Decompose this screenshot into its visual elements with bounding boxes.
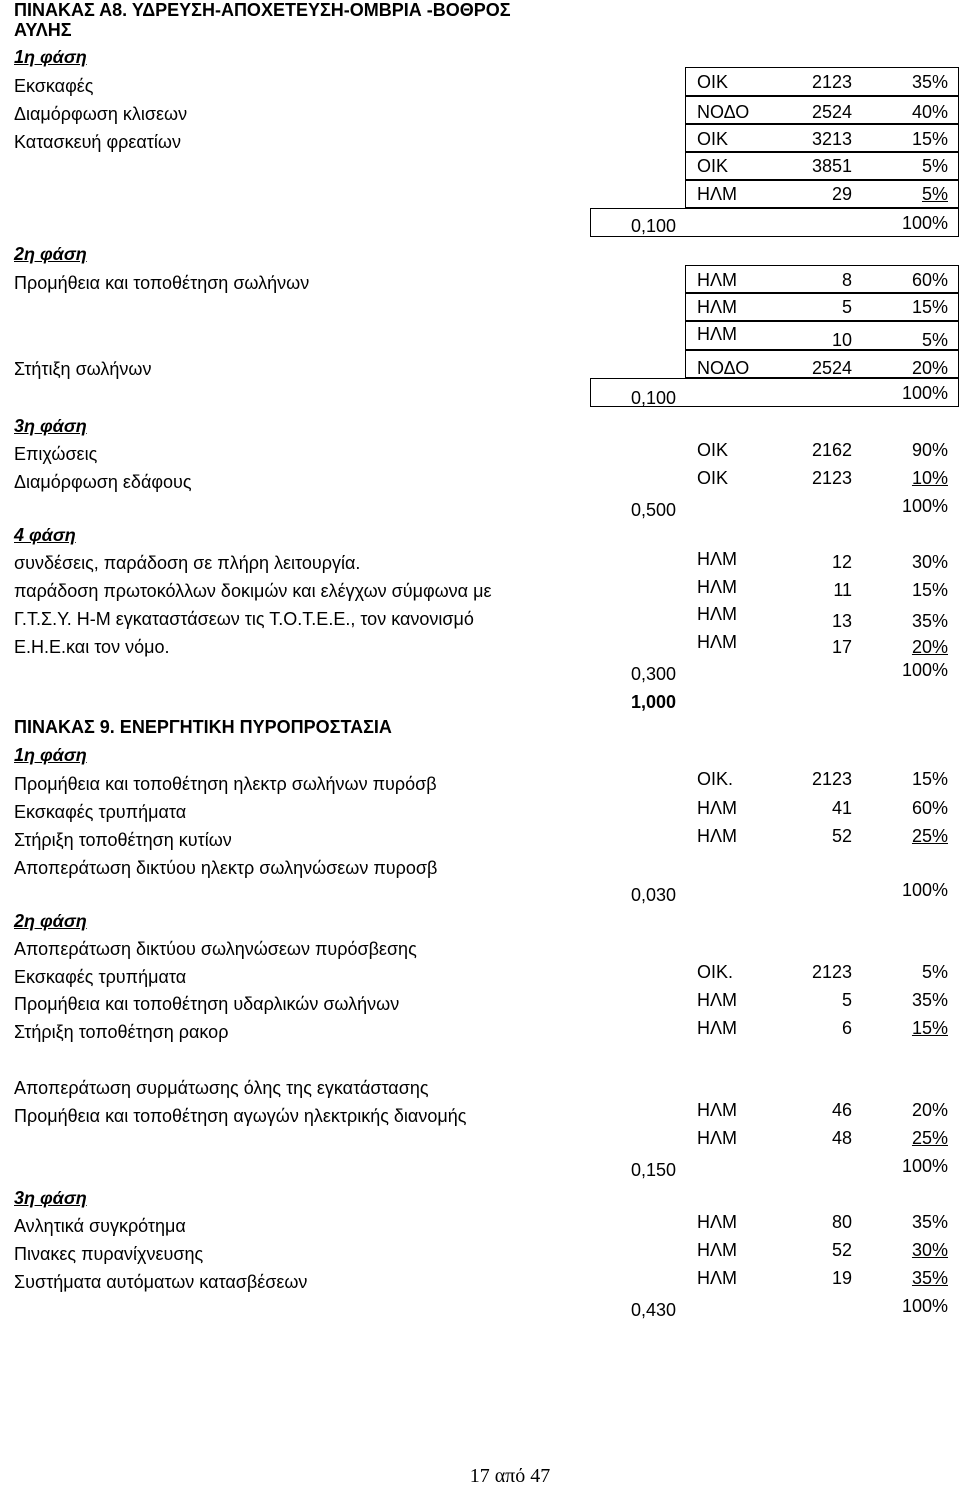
code-number: 2123: [811, 769, 852, 789]
code-number: 8: [841, 270, 852, 290]
work-item: Εκσκαφές τρυπήματα: [14, 802, 187, 822]
code-number: 11: [833, 580, 852, 600]
phase-total: 100%: [901, 383, 948, 403]
phase-heading: 1η φάση: [14, 745, 87, 765]
phase-total: 100%: [901, 213, 948, 233]
work-item: Γ.Τ.Σ.Υ. Η-Μ εγκαταστάσεων τις Τ.Ο.Τ.Ε.Ε., τον κανονισμό: [14, 609, 474, 629]
percentage: 5%: [921, 156, 948, 176]
phase-weight: 0,430: [630, 1300, 676, 1320]
work-item: Συστήματα αυτόματων κατασβέσεων: [14, 1272, 308, 1292]
percentage: 35%: [911, 611, 948, 631]
percentage: 20%: [911, 1100, 948, 1120]
code-number: 52: [831, 826, 852, 846]
grand-total: 1,000: [630, 692, 676, 712]
page-number: 17 από 47: [469, 1465, 551, 1487]
work-item: Στήριξη τοποθέτηση ρακορ: [14, 1022, 229, 1042]
code-number: 12: [831, 552, 852, 572]
cat-code: ΗΛΜ: [697, 184, 738, 204]
phase-heading: 2η φάση: [14, 911, 87, 931]
code-number: 6: [841, 1018, 852, 1038]
phase-heading: 4 φάση: [14, 525, 76, 545]
cat-code: ΟΙΚ.: [697, 769, 734, 789]
percentage: 60%: [911, 270, 948, 290]
cat-code: ΗΛΜ: [697, 1268, 738, 1288]
code-number: 19: [831, 1268, 852, 1288]
percentage: 5%: [921, 330, 948, 350]
percentage: 25%: [911, 1128, 948, 1148]
code-number: 80: [831, 1212, 852, 1232]
percentage: 35%: [911, 72, 948, 92]
code-number: 3851: [811, 156, 852, 176]
phase-heading: 3η φάση: [14, 416, 87, 436]
work-item: συνδέσεις, παράδοση σε πλήρη λειτουργία.: [14, 553, 361, 573]
code-number: 48: [831, 1128, 852, 1148]
work-item: Ανλητικά συγκρότημα: [14, 1216, 186, 1236]
percentage: 5%: [921, 184, 948, 204]
work-item: Προμήθεια και τοποθέτηση υδαρλικών σωλήνων: [14, 994, 400, 1014]
work-item: Εκσκαφές τρυπήματα: [14, 967, 187, 987]
code-number: 29: [831, 184, 852, 204]
code-number: 17: [831, 637, 852, 657]
percentage: 35%: [911, 990, 948, 1010]
cat-code: ΗΛΜ: [697, 297, 738, 317]
cat-code: ΗΛΜ: [697, 270, 738, 290]
cat-code: ΗΛΜ: [697, 632, 738, 652]
code-number: 3213: [811, 129, 852, 149]
cat-code: ΟΙΚ: [697, 72, 729, 92]
code-number: 2524: [811, 102, 852, 122]
cat-code: ΟΙΚ: [697, 129, 729, 149]
percentage: 15%: [911, 129, 948, 149]
cat-code: ΗΛΜ: [697, 1128, 738, 1148]
cat-code: ΗΛΜ: [697, 577, 738, 597]
code-number: 41: [831, 798, 852, 818]
percentage: 35%: [911, 1268, 948, 1288]
phase-weight: 0,300: [630, 664, 676, 684]
table8-title-line2: ΑΥΛΗΣ: [14, 20, 72, 40]
percentage: 25%: [911, 826, 948, 846]
work-item: Διαμόρφωση κλισεων: [14, 104, 188, 124]
phase-heading: 2η φάση: [14, 244, 87, 264]
cat-code: ΝΟΔΟ: [697, 358, 750, 378]
table9-title: ΠΙΝΑΚΑΣ 9. ΕΝΕΡΓΗΤΙΚΗ ΠΥΡΟΠΡΟΣΤΑΣΙΑ: [14, 717, 392, 737]
code-number: 5: [841, 297, 852, 317]
percentage: 60%: [911, 798, 948, 818]
code-number: 46: [831, 1100, 852, 1120]
cat-code: ΟΙΚ.: [697, 962, 734, 982]
percentage: 15%: [911, 580, 948, 600]
cat-code: ΗΛΜ: [697, 1018, 738, 1038]
work-item: Εκσκαφές: [14, 76, 94, 96]
percentage: 90%: [911, 440, 948, 460]
phase-weight: 0,100: [630, 388, 676, 408]
work-item: Αποπεράτωση δικτύου σωληνώσεων πυρόσβεσης: [14, 939, 417, 959]
percentage: 10%: [911, 468, 948, 488]
phase-total: 100%: [901, 1156, 948, 1176]
cat-code: ΗΛΜ: [697, 990, 738, 1010]
percentage: 30%: [911, 1240, 948, 1260]
cat-code: ΟΙΚ: [697, 156, 729, 176]
table8-title-line1: ΠΙΝΑΚΑΣ Α8. ΥΔΡΕΥΣΗ-ΑΠΟΧΕΤΕΥΣΗ-ΟΜΒΡΙΑ -ΒΟΘΡΟΣ: [14, 0, 511, 20]
phase-weight: 0,150: [630, 1160, 676, 1180]
code-number: 5: [841, 990, 852, 1010]
code-number: 52: [831, 1240, 852, 1260]
work-item: Επιχώσεις: [14, 444, 98, 464]
work-item: Κατασκευή φρεατίων: [14, 132, 181, 152]
cat-code: ΗΛΜ: [697, 1240, 738, 1260]
work-item: Προμήθεια και τοποθέτηση σωλήνων: [14, 273, 310, 293]
phase-weight: 0,100: [630, 216, 676, 236]
code-number: 13: [831, 611, 852, 631]
cat-code: ΗΛΜ: [697, 826, 738, 846]
work-item: Πινακες πυρανίχνευσης: [14, 1244, 204, 1264]
code-number: 2123: [811, 962, 852, 982]
work-item: Αποπεράτωση συρμάτωσης όλης της εγκατάστασης: [14, 1078, 429, 1098]
phase-total: 100%: [901, 660, 948, 680]
cat-code: ΗΛΜ: [697, 1212, 738, 1232]
percentage: 20%: [911, 358, 948, 378]
code-number: 2123: [811, 468, 852, 488]
phase-total: 100%: [901, 496, 948, 516]
work-item: Στήτιξη σωλήνων: [14, 359, 152, 379]
code-number: 2524: [811, 358, 852, 378]
cat-code: ΟΙΚ: [697, 440, 729, 460]
cat-code: ΝΟΔΟ: [697, 102, 750, 122]
percentage: 20%: [911, 637, 948, 657]
code-number: 2123: [811, 72, 852, 92]
cat-code: ΗΛΜ: [697, 798, 738, 818]
percentage: 15%: [911, 297, 948, 317]
work-item: Προμήθεια και τοποθέτηση ηλεκτρ σωλήνων πυρόσβ: [14, 774, 437, 794]
work-item: Διαμόρφωση εδάφους: [14, 472, 192, 492]
percentage: 40%: [911, 102, 948, 122]
cat-code: ΗΛΜ: [697, 549, 738, 569]
work-item: Προμήθεια και τοποθέτηση αγωγών ηλεκτρικής διανομής: [14, 1106, 467, 1126]
phase-total: 100%: [901, 880, 948, 900]
percentage: 30%: [911, 552, 948, 572]
phase-heading: 3η φάση: [14, 1188, 87, 1208]
percentage: 15%: [911, 1018, 948, 1038]
percentage: 5%: [921, 962, 948, 982]
work-item: Στήριξη τοποθέτηση κυτίων: [14, 830, 232, 850]
cat-code: ΗΛΜ: [697, 324, 738, 344]
percentage: 35%: [911, 1212, 948, 1232]
phase-total: 100%: [901, 1296, 948, 1316]
work-item: Ε.Η.Ε.και τον νόμο.: [14, 637, 170, 657]
percentage: 15%: [911, 769, 948, 789]
phase-weight: 0,500: [630, 500, 676, 520]
phase-weight: 0,030: [630, 885, 676, 905]
phase-heading: 1η φάση: [14, 47, 87, 67]
cat-code: ΗΛΜ: [697, 604, 738, 624]
work-item: παράδοση πρωτοκόλλων δοκιμών και ελέγχων σύμφωνα με: [14, 581, 492, 601]
code-number: 2162: [811, 440, 852, 460]
code-number: 10: [831, 330, 852, 350]
work-item: Αποπεράτωση δικτύου ηλεκτρ σωληνώσεων πυροσβ: [14, 858, 438, 878]
cat-code: ΗΛΜ: [697, 1100, 738, 1120]
cat-code: ΟΙΚ: [697, 468, 729, 488]
